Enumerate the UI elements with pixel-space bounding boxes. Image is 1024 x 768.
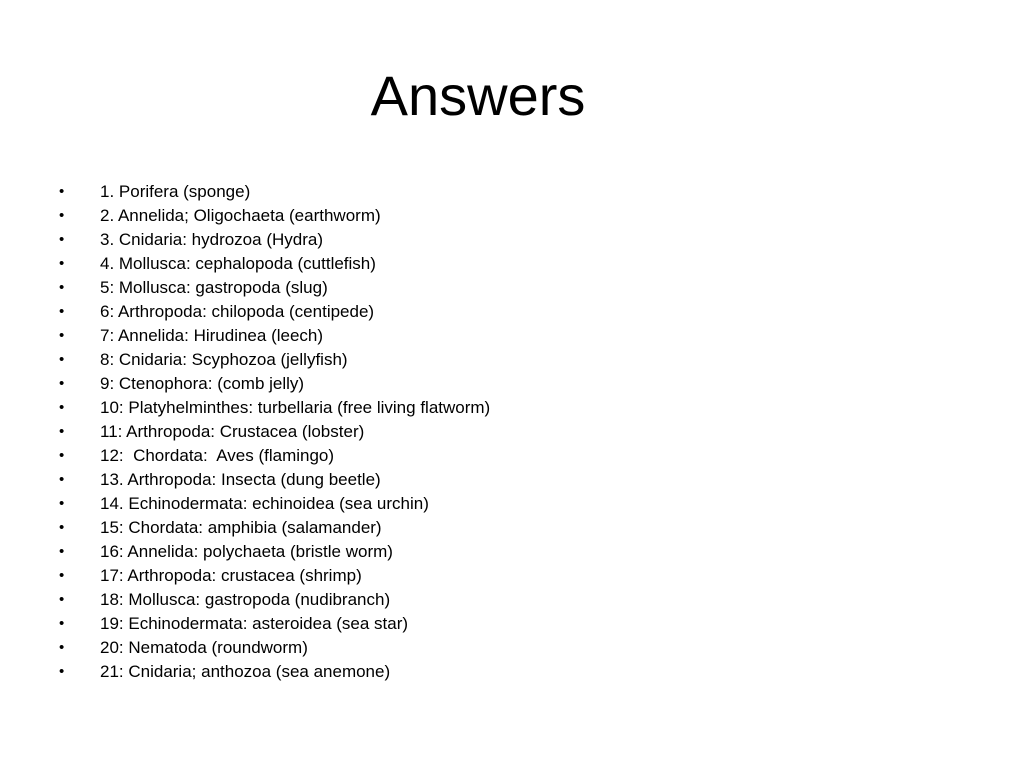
bullet-icon: •: [59, 567, 65, 584]
list-item: [0, 372, 305, 396]
bullet-icon: •: [59, 327, 65, 344]
answer-text: 1. Porifera (sponge): [100, 182, 251, 201]
list-item: [0, 420, 365, 444]
list-item: [0, 444, 335, 468]
bullet-icon: •: [59, 447, 65, 464]
answer-text: 19: Echinodermata: asteroidea (sea star): [100, 614, 409, 633]
answer-text: 7: Annelida: Hirudinea (leech): [100, 326, 324, 345]
list-item: [0, 252, 376, 276]
list-item: [0, 468, 381, 492]
list-item: [0, 540, 393, 564]
answer-text: 4. Mollusca: cephalopoda (cuttlefish): [100, 254, 376, 273]
bullet-icon: •: [59, 375, 65, 392]
list-item: [0, 276, 328, 300]
answer-text: 21: Cnidaria; anthozoa (sea anemone): [100, 662, 391, 681]
list-item: [0, 636, 308, 660]
slide-title: Answers: [370, 64, 586, 127]
answer-text: 3. Cnidaria: hydrozoa (Hydra): [100, 230, 323, 249]
bullet-icon: •: [59, 471, 65, 488]
list-item: [0, 660, 391, 684]
list-item: [0, 204, 381, 228]
list-item: [0, 324, 324, 348]
bullet-icon: •: [59, 231, 65, 248]
answer-text: 5: Mollusca: gastropoda (slug): [100, 278, 328, 297]
answer-text: 13. Arthropoda: Insecta (dung beetle): [100, 470, 381, 489]
answer-text: 16: Annelida: polychaeta (bristle worm): [100, 542, 393, 561]
answer-text: 9: Ctenophora: (comb jelly): [100, 374, 305, 393]
bullet-icon: •: [59, 519, 65, 536]
list-item: [0, 612, 409, 636]
list-item: [0, 300, 375, 324]
answer-text: 17: Arthropoda: crustacea (shrimp): [100, 566, 362, 585]
answer-text: 10: Platyhelminthes: turbellaria (free living flatworm): [100, 398, 491, 417]
bullet-icon: •: [59, 279, 65, 296]
list-item: [0, 492, 429, 516]
bullet-icon: •: [59, 543, 65, 560]
bullet-icon: •: [59, 207, 65, 224]
bullet-icon: •: [59, 303, 65, 320]
list-item: [0, 564, 362, 588]
bullet-icon: •: [59, 591, 65, 608]
answer-text: 20: Nematoda (roundworm): [100, 638, 308, 657]
answer-text: 12: Chordata: Aves (flamingo): [100, 446, 335, 465]
list-item: [0, 588, 391, 612]
bullet-icon: •: [59, 183, 65, 200]
list-item: [0, 180, 251, 204]
bullet-icon: •: [59, 615, 65, 632]
bullet-icon: •: [59, 399, 65, 416]
bullet-icon: •: [59, 255, 65, 272]
list-item: [0, 228, 323, 252]
bullet-icon: •: [59, 351, 65, 368]
answer-text: 11: Arthropoda: Crustacea (lobster): [100, 422, 365, 441]
bullet-icon: •: [59, 663, 65, 680]
answer-text: 15: Chordata: amphibia (salamander): [100, 518, 382, 537]
bullet-icon: •: [59, 495, 65, 512]
answer-text: 14. Echinodermata: echinoidea (sea urchin): [100, 494, 429, 513]
list-item: [0, 516, 382, 540]
answer-text: 2. Annelida; Oligochaeta (earthworm): [100, 206, 381, 225]
list-item: [0, 396, 491, 420]
bullet-icon: •: [59, 639, 65, 656]
answers-list: [0, 180, 491, 684]
answer-text: 8: Cnidaria: Scyphozoa (jellyfish): [100, 350, 348, 369]
list-item: [0, 348, 348, 372]
answer-text: 6: Arthropoda: chilopoda (centipede): [100, 302, 375, 321]
bullet-icon: •: [59, 423, 65, 440]
answer-text: 18: Mollusca: gastropoda (nudibranch): [100, 590, 391, 609]
